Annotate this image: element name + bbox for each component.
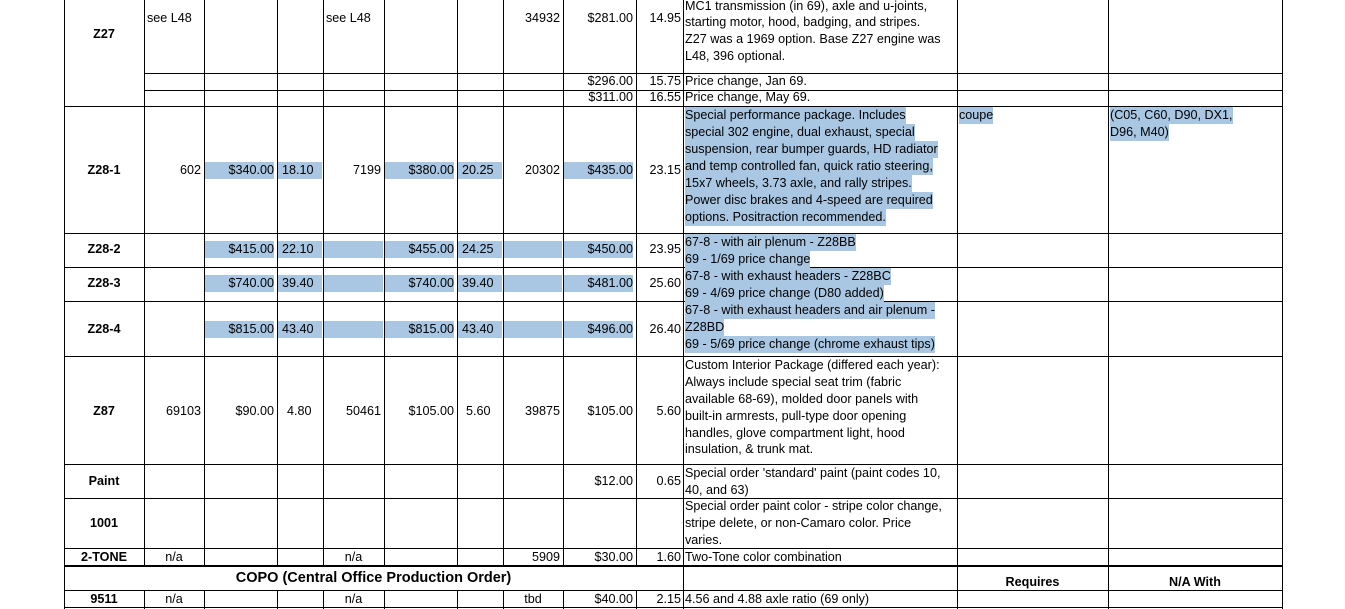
- desc-line: handles, glove compartment light, hood: [685, 426, 905, 440]
- cell-z87-pct68: 5.60: [466, 404, 491, 418]
- row-code-z28-3: Z28-3: [87, 276, 121, 290]
- cell-z27-pct-jan: 15.75: [649, 74, 681, 88]
- highlight-fill: [324, 241, 383, 258]
- desc-line: L48, 396 optional.: [685, 49, 786, 63]
- grid-line: [64, 301, 1282, 302]
- cell-z27-price-may: $311.00: [588, 90, 633, 104]
- cell-z27-pct-may: 16.55: [649, 90, 681, 104]
- desc-line: Z28BD: [685, 320, 725, 334]
- highlight-fill: [504, 321, 562, 338]
- desc-line: 40, and 63): [685, 483, 749, 497]
- row-code-z28-4: Z28-4: [87, 322, 121, 336]
- cell-9511-price69: $40.00: [594, 592, 633, 606]
- row-code-2-tone: 2-TONE: [81, 550, 127, 564]
- cell-2-tone-price69: $30.00: [594, 550, 633, 564]
- cell-paint-price69: $12.00: [594, 474, 633, 488]
- highlight-fill: [324, 321, 383, 338]
- desc-line: 69 - 5/69 price change (chrome exhaust tips): [685, 337, 935, 351]
- row-code-z87: Z87: [93, 404, 115, 418]
- row-code-9511: 9511: [90, 592, 118, 606]
- desc-price-change-jan: Price change, Jan 69.: [685, 74, 807, 88]
- cell-2-tone-c4: n/a: [344, 550, 363, 564]
- cell-9511-pct69: 2.15: [656, 592, 681, 606]
- cell-z87-qty69: 39875: [524, 404, 560, 418]
- cell-z28-1-na-with: D96, M40): [1110, 125, 1169, 139]
- cell-paint-pct69: 0.65: [656, 474, 681, 488]
- highlight-fill: [504, 241, 562, 258]
- desc-line: Power disc brakes and 4-speed are required: [685, 193, 933, 207]
- desc-line: Special order 'standard' paint (paint codes 10,: [685, 466, 941, 480]
- desc-price-change-may: Price change, May 69.: [685, 90, 811, 104]
- cell-z28-3-pct68: 39.40: [458, 275, 502, 292]
- highlight-fill: [324, 275, 383, 292]
- cell-2-tone-qty69: 5909: [531, 550, 560, 564]
- cell-z28-3-pct69: 25.60: [649, 276, 681, 290]
- cell-z27-pct69: 14.95: [649, 11, 681, 25]
- cell-z28-1-na-with: (C05, C60, D90, DX1,: [1110, 108, 1233, 122]
- desc-line: 67-8 - with exhaust headers - Z28BC: [685, 269, 891, 283]
- cell-z87-price69: $105.00: [587, 404, 633, 418]
- cell-z27-price-jan: $296.00: [587, 74, 633, 88]
- grid-line: [1282, 0, 1283, 609]
- cell-z28-1-qty67: 602: [179, 163, 201, 177]
- desc-line: and temp controlled fan, quick ratio steering,: [685, 159, 933, 173]
- cell-z28-4-pct69: 26.40: [649, 322, 681, 336]
- cell-z28-2-pct68: 24.25: [458, 241, 502, 258]
- cell-2-tone-pct69: 1.60: [656, 550, 681, 564]
- grid-line: [64, 106, 1282, 107]
- cell-9511-c1: n/a: [165, 592, 183, 606]
- cell-z28-4-price67: $815.00: [205, 321, 274, 338]
- desc-line: built-in armrests, pull-type door opening: [685, 409, 907, 423]
- desc-line: 69 - 1/69 price change: [685, 252, 811, 266]
- cell-z28-3-price69: $481.00: [564, 275, 633, 292]
- grid-line: [144, 0, 145, 566]
- desc-line: Z27 was a 1969 option. Base Z27 engine was: [685, 32, 941, 46]
- cell-z28-1-price68: $380.00: [385, 162, 454, 179]
- cell-z27-c1: see L48: [147, 11, 192, 25]
- cell-z27-price69: $281.00: [587, 11, 633, 25]
- cell-z87-pct69: 5.60: [656, 404, 681, 418]
- grid-line: [64, 267, 1282, 268]
- cell-z28-1-pct68: 20.25: [458, 162, 502, 179]
- grid-line: [957, 0, 958, 609]
- column-header-na-with: N/A With: [1169, 575, 1221, 589]
- highlight-fill: [504, 275, 562, 292]
- cell-z28-2-price68: $455.00: [385, 241, 454, 258]
- row-code-z28-2: Z28-2: [87, 242, 121, 256]
- desc-line: Custom Interior Package (differed each year):: [685, 358, 940, 372]
- desc-line: options. Positraction recommended.: [685, 210, 886, 224]
- cell-z87-qty67: 69103: [165, 404, 201, 418]
- cell-z87-price67: $90.00: [235, 404, 274, 418]
- cell-z28-1-pct67: 18.10: [278, 162, 322, 179]
- grid-line: [683, 0, 684, 609]
- grid-line: [64, 356, 1282, 357]
- cell-z27-qty69: 34932: [524, 11, 560, 25]
- cell-z28-4-price69: $496.00: [564, 321, 633, 338]
- cell-z28-4-pct67: 43.40: [278, 321, 322, 338]
- desc-two-tone: Two-Tone color combination: [685, 550, 842, 564]
- row-code-z28-1: Z28-1: [87, 163, 121, 177]
- cell-z87-qty68: 50461: [345, 404, 381, 418]
- cell-z28-1-qty69: 20302: [524, 163, 560, 177]
- cell-z28-2-pct67: 22.10: [278, 241, 322, 258]
- cell-z28-2-price69: $450.00: [564, 241, 633, 258]
- desc-line: available 68-69), molded door panels with: [685, 392, 919, 406]
- desc-line: 67-8 - with air plenum - Z28BB: [685, 235, 856, 249]
- section-title-copo: COPO (Central Office Production Order): [235, 570, 512, 586]
- desc-line: Special performance package. Includes: [685, 108, 906, 122]
- cell-z27-c4: see L48: [326, 11, 371, 25]
- cell-2-tone-c1: n/a: [165, 550, 183, 564]
- desc-line: suspension, rear bumper guards, HD radiator: [685, 142, 938, 156]
- desc-axle-ratio: 4.56 and 4.88 axle ratio (69 only): [685, 592, 870, 606]
- desc-line: Always include special seat trim (fabric: [685, 375, 902, 389]
- row-code-1001: 1001: [89, 516, 119, 530]
- cell-z28-1-qty68: 7199: [352, 163, 381, 177]
- desc-line: 67-8 - with exhaust headers and air plenum -: [685, 303, 935, 317]
- cell-z28-1-pct69: 23.15: [649, 163, 681, 177]
- desc-line: stripe delete, or non-Camaro color. Price: [685, 516, 912, 530]
- cell-z28-3-price67: $740.00: [205, 275, 274, 292]
- cell-z28-3-pct67: 39.40: [278, 275, 322, 292]
- cell-z87-price68: $105.00: [408, 404, 454, 418]
- cell-z28-3-price68: $740.00: [385, 275, 454, 292]
- desc-line: starting motor, hood, badging, and stripes.: [685, 15, 921, 29]
- row-code-z27: Z27: [93, 27, 115, 41]
- cell-z28-1-price67: $340.00: [205, 162, 274, 179]
- desc-line: MC1 transmission (in 69), axle and u-joints,: [685, 0, 928, 13]
- grid-line: [64, 233, 1282, 234]
- desc-line: insulation, & trunk mat.: [685, 442, 814, 456]
- column-header-requires: Requires: [1005, 575, 1060, 589]
- grid-line: [1108, 0, 1109, 609]
- cell-z28-2-price67: $415.00: [205, 241, 274, 258]
- grid-line: [64, 498, 1282, 499]
- desc-line: 69 - 4/69 price change (D80 added): [685, 286, 884, 300]
- desc-line: special 302 engine, dual exhaust, special: [685, 125, 915, 139]
- cell-z28-4-pct68: 43.40: [458, 321, 502, 338]
- cell-z28-1-price69: $435.00: [564, 162, 633, 179]
- cell-9511-qty69: tbd: [524, 592, 542, 606]
- cell-z87-pct67: 4.80: [287, 404, 312, 418]
- cell-z28-4-price68: $815.00: [385, 321, 454, 338]
- desc-line: Special order paint color - stripe color change,: [685, 499, 942, 513]
- cell-z28-1-body: coupe: [959, 108, 994, 122]
- desc-line: varies.: [685, 533, 723, 547]
- cell-9511-c4: n/a: [344, 592, 363, 606]
- row-code-paint: Paint: [88, 474, 120, 488]
- desc-line: 15x7 wheels, 3.73 axle, and rally stripes.: [685, 176, 912, 190]
- grid-line: [64, 464, 1282, 465]
- cell-z28-2-pct69: 23.95: [649, 242, 681, 256]
